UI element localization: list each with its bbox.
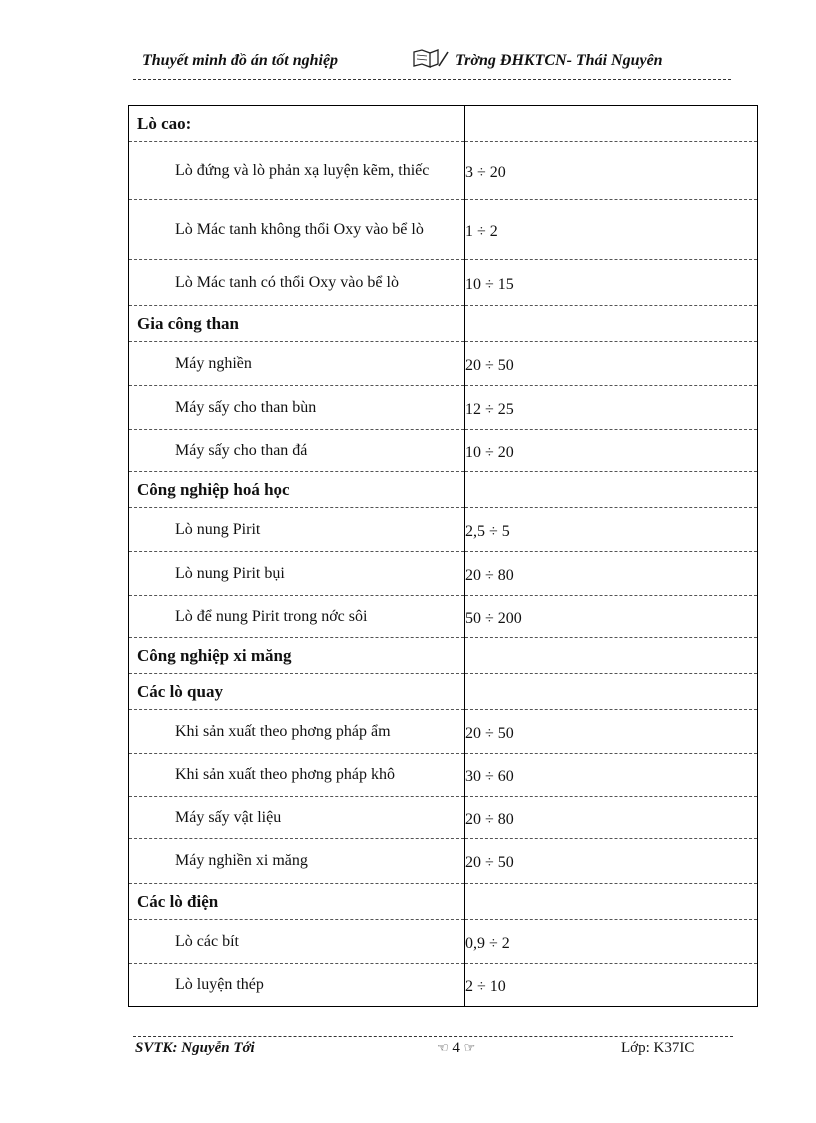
data-table [128,105,758,1007]
value-cell [465,884,758,920]
range-value: 3 ÷ 20 [465,163,506,181]
range-value: 10 ÷ 15 [465,275,514,293]
section-title: Lò cao: [129,106,465,142]
range-value: 12 ÷ 25 [465,400,514,418]
value-cell [465,674,758,710]
value-cell [465,638,758,674]
book-pen-icon [412,48,450,70]
value-cell [465,142,758,200]
range-value: 20 ÷ 80 [465,810,514,828]
range-value: 10 ÷ 20 [465,443,514,461]
range-value: 20 ÷ 50 [465,854,514,871]
page-number-block [437,1040,475,1057]
table-row [129,142,758,200]
value-cell [465,106,758,142]
section-title: Các lò điện [129,884,465,920]
table-row [129,754,758,797]
table-row [129,797,758,839]
equipment-name: Lò luyện thép [129,964,465,1007]
university-name: Trờng ĐHKTCN- Thái Nguyên [455,52,663,69]
range-value: 20 ÷ 50 [465,356,514,374]
student-name: SVTK: Nguyễn Tới [135,1040,255,1056]
range-value: 2 ÷ 10 [465,978,506,995]
value-cell [465,200,758,260]
table-row [129,596,758,638]
equipment-name: Lò để nung Pirit trong nớc sôi [129,596,465,638]
equipment-name: Máy nghiền [129,342,465,386]
equipment-name: Máy sấy vật liệu [129,797,465,839]
page-header [140,50,732,78]
value-cell [465,710,758,754]
hand-right-icon: ☞ [463,1040,476,1055]
section-row [129,106,758,142]
page-number: 4 [452,1040,460,1056]
table-row [129,430,758,472]
equipment-name: Lò Mác tanh có thổi Oxy vào bể lò [129,260,465,306]
equipment-name: Máy sấy cho than đá [129,430,465,472]
section-title: Các lò quay [129,674,465,710]
table-row [129,260,758,306]
section-row [129,674,758,710]
value-cell [465,260,758,306]
value-cell [465,552,758,596]
equipment-name: Lò nung Pirit bụi [129,552,465,596]
equipment-name: Máy sấy cho than bùn [129,386,465,430]
equipment-name: Lò các bít [129,920,465,964]
table-row [129,508,758,552]
value-cell [465,342,758,386]
equipment-name: Lò nung Pirit [129,508,465,552]
value-cell [465,430,758,472]
page-footer [133,1040,733,1064]
range-value: 20 ÷ 50 [465,724,514,742]
equipment-name: Lò đứng và lò phản xạ luyện kẽm, thiếc [129,142,465,200]
value-cell [465,508,758,552]
value-cell [465,920,758,964]
table-row [129,200,758,260]
range-value: 20 ÷ 80 [465,566,514,584]
section-row [129,884,758,920]
section-row [129,638,758,674]
range-value: 0,9 ÷ 2 [465,934,510,952]
value-cell [465,839,758,884]
equipment-name: Khi sản xuất theo phơng pháp khô [129,754,465,797]
hand-left-icon: ☜ [437,1040,449,1055]
table-row [129,552,758,596]
table-row [129,839,758,884]
range-value: 50 ÷ 200 [465,609,522,627]
equipment-name: Lò Mác tanh không thổi Oxy vào bể lò [129,200,465,260]
value-cell [465,754,758,797]
value-cell [465,386,758,430]
range-value: 2,5 ÷ 5 [465,522,510,540]
header-divider [133,79,731,80]
table-row [129,710,758,754]
value-cell [465,306,758,342]
section-row [129,472,758,508]
table-body [129,106,758,1007]
equipment-name: Khi sản xuất theo phơng pháp ẩm [129,710,465,754]
range-value: 1 ÷ 2 [465,222,498,240]
footer-divider [133,1036,733,1037]
class-label: Lớp: K37IC [621,1040,695,1056]
section-title: Công nghiệp hoá học [129,472,465,508]
table-row [129,386,758,430]
table-row [129,342,758,386]
value-cell [465,964,758,1007]
section-title: Công nghiệp xi măng [129,638,465,674]
section-title: Gia công than [129,306,465,342]
value-cell [465,797,758,839]
value-cell [465,596,758,638]
document-title: Thuyết minh đồ án tốt nghiệp [142,52,339,69]
range-value: 30 ÷ 60 [465,768,514,785]
table-row [129,964,758,1007]
table-row [129,920,758,964]
value-cell [465,472,758,508]
section-row [129,306,758,342]
equipment-name: Máy nghiền xi măng [129,839,465,884]
